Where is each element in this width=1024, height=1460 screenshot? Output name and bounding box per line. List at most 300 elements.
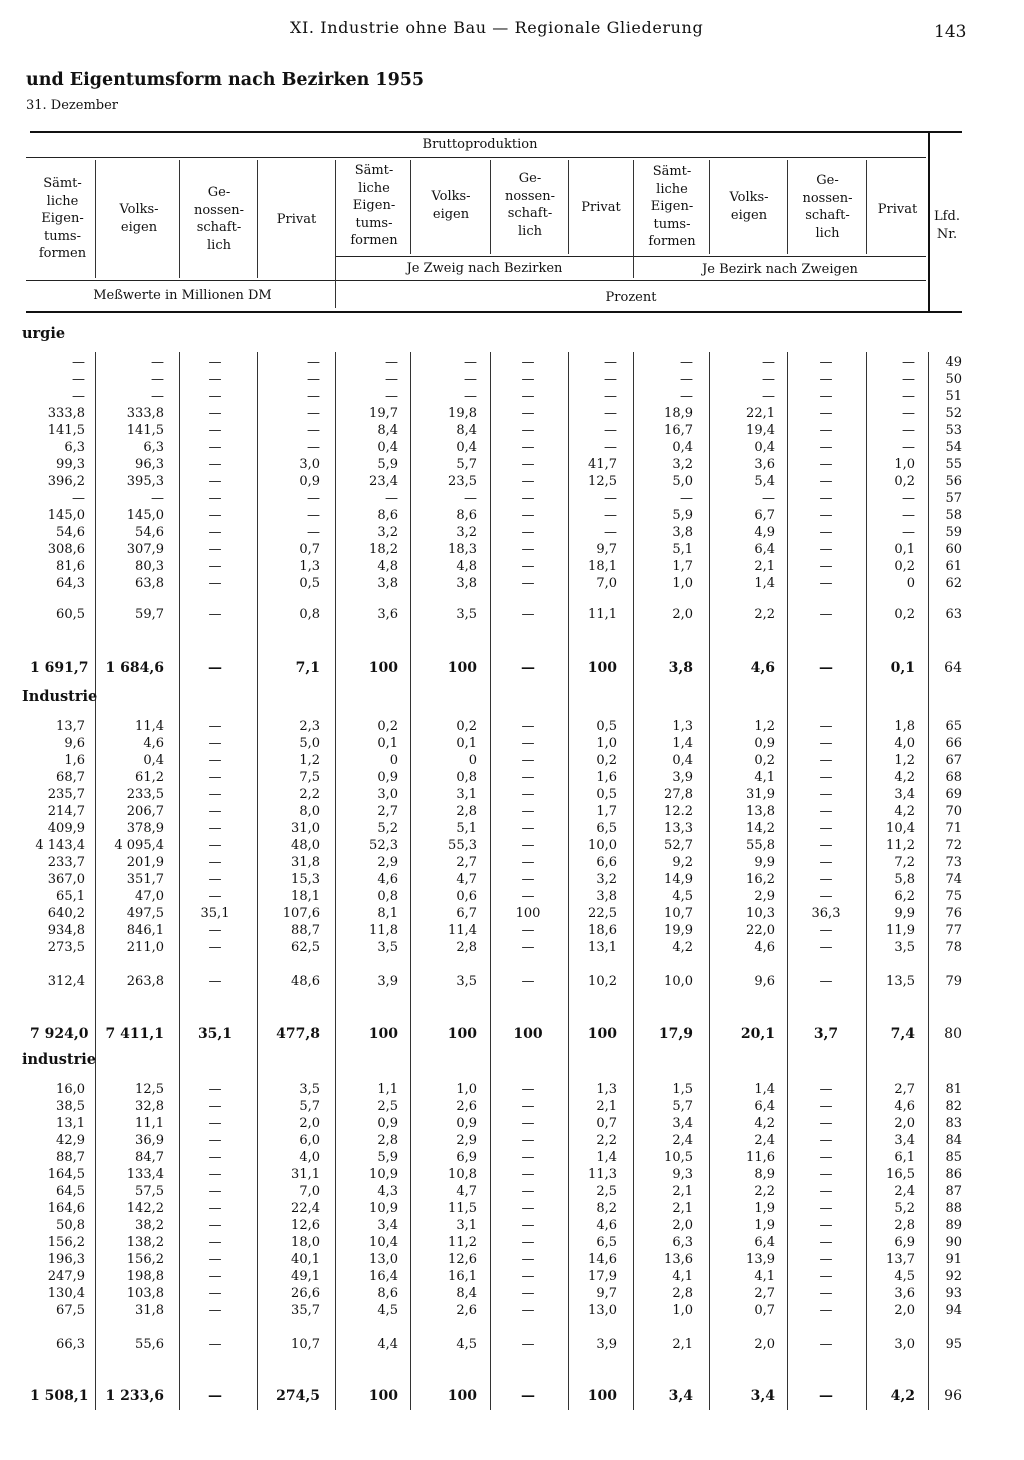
cell-genossen-bezirk: — bbox=[819, 1218, 833, 1233]
cell-saemtliche-dm: 156,2 bbox=[47, 1235, 85, 1250]
cell-saemtliche-bezirk: 2,1 bbox=[672, 1201, 693, 1216]
cell-privat-zweig: 17,9 bbox=[588, 1269, 617, 1284]
cell-volkseigen-bezirk: 6,4 bbox=[754, 542, 775, 557]
table-row-total bbox=[0, 1388, 1024, 1405]
cell-genossen-bezirk: — bbox=[819, 1388, 833, 1404]
cell-volkseigen-dm: 395,3 bbox=[126, 474, 164, 489]
cell-volkseigen-bezirk: 0,2 bbox=[754, 753, 775, 768]
cell-volkseigen-zweig: 2,9 bbox=[456, 1133, 477, 1148]
cell-privat-dm: 12,6 bbox=[291, 1218, 320, 1233]
cell-saemtliche-zweig: 8,6 bbox=[377, 508, 398, 523]
cell-privat-bezirk: 10,4 bbox=[886, 821, 915, 836]
cell-genossen-dm: — bbox=[208, 1082, 222, 1097]
cell-volkseigen-dm: 103,8 bbox=[126, 1286, 164, 1301]
table-row bbox=[0, 388, 1024, 405]
cell-volkseigen-dm: 11,1 bbox=[135, 1116, 164, 1131]
cell-privat-zweig: 0,5 bbox=[596, 787, 617, 802]
cell-volkseigen-dm: 47,0 bbox=[135, 889, 164, 904]
cell-saemtliche-dm: 66,3 bbox=[56, 1337, 85, 1352]
cell-saemtliche-dm: 88,7 bbox=[56, 1150, 85, 1165]
header-saemtliche-zweig: Sämt- liche Eigen- tums- formen bbox=[350, 163, 398, 248]
cell-genossen-dm: — bbox=[208, 1269, 222, 1284]
cell-genossen-bezirk: — bbox=[819, 1082, 833, 1097]
cell-privat-bezirk: — bbox=[902, 508, 915, 523]
cell-genossen-bezirk: — bbox=[819, 1303, 833, 1318]
cell-genossen-zweig: — bbox=[521, 406, 535, 421]
cell-saemtliche-bezirk: 6,3 bbox=[672, 1235, 693, 1250]
cell-saemtliche-dm: 38,5 bbox=[56, 1099, 85, 1114]
cell-saemtliche-zweig: 11,8 bbox=[369, 923, 398, 938]
cell-genossen-zweig: — bbox=[521, 1235, 535, 1250]
cell-privat-zweig: 22,5 bbox=[588, 906, 617, 921]
header-bottom-rule bbox=[26, 311, 962, 313]
cell-privat-zweig: — bbox=[604, 406, 617, 421]
cell-saemtliche-zweig: 13,0 bbox=[369, 1252, 398, 1267]
table-row bbox=[0, 354, 1024, 371]
cell-volkseigen-dm: 4,6 bbox=[143, 736, 164, 751]
cell-genossen-dm: — bbox=[208, 1201, 222, 1216]
header-genossen-zweig: Ge- nossen- schaft- lich bbox=[504, 171, 555, 239]
cell-volkseigen-zweig: 4,8 bbox=[456, 559, 477, 574]
header-privat-dm: Privat bbox=[276, 212, 317, 227]
cell-genossen-zweig: — bbox=[521, 787, 535, 802]
cell-saemtliche-zweig: 23,4 bbox=[369, 474, 398, 489]
cell-privat-dm: — bbox=[307, 406, 320, 421]
cell-volkseigen-dm: 307,9 bbox=[126, 542, 164, 557]
cell-saemtliche-dm: 64,3 bbox=[56, 576, 85, 591]
cell-saemtliche-dm: 7 924,0 bbox=[30, 1026, 89, 1042]
cell-genossen-dm: — bbox=[208, 838, 222, 853]
cell-genossen-bezirk: — bbox=[819, 440, 833, 455]
cell-genossen-zweig: — bbox=[521, 1201, 535, 1216]
cell-genossen-bezirk: — bbox=[819, 491, 833, 506]
cell-volkseigen-bezirk: 19,4 bbox=[746, 423, 775, 438]
table-row bbox=[0, 524, 1024, 541]
cell-privat-zweig: 0,7 bbox=[596, 1116, 617, 1131]
cell-genossen-dm: — bbox=[208, 559, 222, 574]
header-privat-bezirk: Privat bbox=[877, 202, 918, 217]
cell-privat-bezirk: 2,8 bbox=[894, 1218, 915, 1233]
cell-saemtliche-dm: 1 508,1 bbox=[30, 1388, 89, 1404]
cell-genossen-zweig: 100 bbox=[515, 906, 541, 921]
cell-privat-bezirk: — bbox=[902, 372, 915, 387]
cell-privat-dm: — bbox=[307, 508, 320, 523]
cell-lfd-nr: 84 bbox=[945, 1133, 962, 1148]
header-col-divider bbox=[179, 160, 180, 278]
cell-volkseigen-dm: 333,8 bbox=[126, 406, 164, 421]
cell-saemtliche-dm: 50,8 bbox=[56, 1218, 85, 1233]
cell-saemtliche-dm: 64,5 bbox=[56, 1184, 85, 1199]
cell-volkseigen-zweig: 11,4 bbox=[448, 923, 477, 938]
cell-saemtliche-zweig: — bbox=[385, 491, 398, 506]
cell-saemtliche-zweig: 8,6 bbox=[377, 1286, 398, 1301]
cell-privat-bezirk: 5,2 bbox=[894, 1201, 915, 1216]
cell-saemtliche-zweig: 8,4 bbox=[377, 423, 398, 438]
cell-genossen-dm: — bbox=[208, 753, 222, 768]
cell-saemtliche-dm: 65,1 bbox=[56, 889, 85, 904]
cell-genossen-zweig: — bbox=[521, 525, 535, 540]
cell-privat-zweig: 41,7 bbox=[588, 457, 617, 472]
cell-genossen-dm: — bbox=[208, 821, 222, 836]
cell-privat-zweig: 6,6 bbox=[596, 855, 617, 870]
cell-saemtliche-bezirk: 19,9 bbox=[664, 923, 693, 938]
cell-privat-zweig: 100 bbox=[587, 1026, 617, 1042]
cell-lfd-nr: 85 bbox=[945, 1150, 962, 1165]
cell-volkseigen-zweig: 4,5 bbox=[456, 1337, 477, 1352]
cell-privat-bezirk: — bbox=[902, 406, 915, 421]
cell-saemtliche-bezirk: 5,1 bbox=[672, 542, 693, 557]
cell-privat-bezirk: 13,5 bbox=[886, 974, 915, 989]
cell-privat-dm: 2,2 bbox=[299, 787, 320, 802]
cell-saemtliche-zweig: 0,1 bbox=[377, 736, 398, 751]
cell-lfd-nr: 86 bbox=[945, 1167, 962, 1182]
table-row bbox=[0, 541, 1024, 558]
cell-saemtliche-bezirk: 16,7 bbox=[664, 423, 693, 438]
cell-saemtliche-zweig: 100 bbox=[368, 1026, 398, 1042]
cell-privat-dm: 5,0 bbox=[299, 736, 320, 751]
cell-genossen-zweig: — bbox=[521, 1218, 535, 1233]
cell-privat-dm: 7,0 bbox=[299, 1184, 320, 1199]
cell-volkseigen-dm: 206,7 bbox=[126, 804, 164, 819]
cell-privat-bezirk: 0 bbox=[906, 576, 915, 591]
cell-volkseigen-zweig: 100 bbox=[447, 1026, 477, 1042]
table-row bbox=[0, 1183, 1024, 1200]
cell-genossen-dm: — bbox=[208, 1388, 222, 1404]
cell-saemtliche-dm: 308,6 bbox=[47, 542, 85, 557]
cell-privat-dm: 477,8 bbox=[276, 1026, 320, 1042]
cell-volkseigen-bezirk: 22,0 bbox=[746, 923, 775, 938]
table-row bbox=[0, 1081, 1024, 1098]
cell-volkseigen-bezirk: 2,9 bbox=[754, 889, 775, 904]
header-volkseigen-bezirk: Volks- eigen bbox=[729, 190, 769, 223]
cell-volkseigen-dm: 233,5 bbox=[126, 787, 164, 802]
cell-volkseigen-dm: 38,2 bbox=[135, 1218, 164, 1233]
cell-genossen-zweig: — bbox=[521, 719, 535, 734]
cell-volkseigen-dm: 145,0 bbox=[126, 508, 164, 523]
cell-lfd-nr: 76 bbox=[945, 906, 962, 921]
cell-genossen-zweig: — bbox=[521, 1150, 535, 1165]
cell-genossen-dm: — bbox=[208, 474, 222, 489]
cell-saemtliche-bezirk: 3,9 bbox=[672, 770, 693, 785]
cell-genossen-zweig: — bbox=[521, 576, 535, 591]
cell-genossen-bezirk: — bbox=[819, 423, 833, 438]
cell-genossen-bezirk: — bbox=[819, 1184, 833, 1199]
cell-saemtliche-bezirk: 2,4 bbox=[672, 1133, 693, 1148]
cell-privat-zweig: 2,5 bbox=[596, 1184, 617, 1199]
cell-saemtliche-bezirk: 14,9 bbox=[664, 872, 693, 887]
table-row bbox=[0, 1098, 1024, 1115]
cell-saemtliche-zweig: 3,4 bbox=[377, 1218, 398, 1233]
cell-lfd-nr: 92 bbox=[945, 1269, 962, 1284]
cell-volkseigen-zweig: 5,7 bbox=[456, 457, 477, 472]
cell-privat-bezirk: 4,2 bbox=[890, 1388, 915, 1404]
cell-privat-bezirk: — bbox=[902, 389, 915, 404]
cell-saemtliche-zweig: 100 bbox=[368, 1388, 398, 1404]
cell-lfd-nr: 68 bbox=[945, 770, 962, 785]
cell-genossen-bezirk: — bbox=[819, 406, 833, 421]
cell-genossen-zweig: — bbox=[521, 838, 535, 853]
cell-saemtliche-dm: 13,1 bbox=[56, 1116, 85, 1131]
header-col-divider bbox=[335, 160, 336, 308]
header-top-rule bbox=[30, 131, 962, 133]
cell-volkseigen-bezirk: 2,2 bbox=[754, 1184, 775, 1199]
cell-privat-dm: 10,7 bbox=[291, 1337, 320, 1352]
cell-volkseigen-dm: 54,6 bbox=[135, 525, 164, 540]
cell-genossen-zweig: — bbox=[521, 940, 535, 955]
cell-lfd-nr: 69 bbox=[945, 787, 962, 802]
cell-privat-bezirk: 3,6 bbox=[894, 1286, 915, 1301]
cell-genossen-zweig: — bbox=[521, 372, 535, 387]
cell-privat-dm: 48,6 bbox=[291, 974, 320, 989]
cell-lfd-nr: 96 bbox=[944, 1388, 962, 1404]
cell-genossen-dm: — bbox=[208, 1184, 222, 1199]
cell-privat-zweig: 1,4 bbox=[596, 1150, 617, 1165]
cell-saemtliche-bezirk: 9,3 bbox=[672, 1167, 693, 1182]
cell-privat-dm: 18,0 bbox=[291, 1235, 320, 1250]
cell-privat-dm: — bbox=[307, 440, 320, 455]
section-label: urgie bbox=[22, 325, 66, 342]
cell-lfd-nr: 62 bbox=[945, 576, 962, 591]
table-row-total bbox=[0, 660, 1024, 677]
cell-privat-bezirk: — bbox=[902, 440, 915, 455]
cell-genossen-bezirk: — bbox=[819, 474, 833, 489]
cell-privat-bezirk: 7,2 bbox=[894, 855, 915, 870]
table-row bbox=[0, 1200, 1024, 1217]
cell-lfd-nr: 90 bbox=[945, 1235, 962, 1250]
header-col-divider bbox=[709, 160, 710, 254]
cell-genossen-zweig: — bbox=[521, 804, 535, 819]
cell-volkseigen-dm: — bbox=[151, 389, 164, 404]
cell-genossen-dm: — bbox=[208, 457, 222, 472]
cell-volkseigen-dm: 138,2 bbox=[126, 1235, 164, 1250]
table-row bbox=[0, 1234, 1024, 1251]
cell-saemtliche-bezirk: 3,4 bbox=[672, 1116, 693, 1131]
cell-genossen-dm: — bbox=[208, 440, 222, 455]
cell-genossen-zweig: — bbox=[521, 660, 535, 676]
cell-genossen-bezirk: — bbox=[819, 1252, 833, 1267]
cell-lfd-nr: 57 bbox=[945, 491, 962, 506]
cell-saemtliche-zweig: 1,1 bbox=[377, 1082, 398, 1097]
cell-genossen-zweig: — bbox=[521, 753, 535, 768]
cell-lfd-nr: 53 bbox=[945, 423, 962, 438]
cell-saemtliche-dm: 233,7 bbox=[47, 855, 85, 870]
cell-volkseigen-bezirk: — bbox=[762, 491, 775, 506]
cell-volkseigen-dm: 59,7 bbox=[135, 607, 164, 622]
page-title: und Eigentumsform nach Bezirken 1955 bbox=[26, 70, 425, 90]
header-genossen-dm: Ge- nossen- schaft- lich bbox=[193, 185, 244, 253]
cell-volkseigen-dm: 4 095,4 bbox=[114, 838, 164, 853]
cell-genossen-dm: — bbox=[208, 372, 222, 387]
cell-saemtliche-dm: 99,3 bbox=[56, 457, 85, 472]
cell-saemtliche-dm: 333,8 bbox=[47, 406, 85, 421]
table-row bbox=[0, 1302, 1024, 1319]
cell-privat-dm: 6,0 bbox=[299, 1133, 320, 1148]
cell-saemtliche-dm: 141,5 bbox=[47, 423, 85, 438]
cell-genossen-dm: — bbox=[208, 736, 222, 751]
table-row bbox=[0, 1268, 1024, 1285]
cell-genossen-zweig: — bbox=[521, 559, 535, 574]
header-privat-zweig: Privat bbox=[581, 200, 621, 215]
cell-genossen-dm: — bbox=[208, 1252, 222, 1267]
cell-genossen-zweig: — bbox=[521, 542, 535, 557]
cell-lfd-nr: 71 bbox=[945, 821, 962, 836]
cell-saemtliche-zweig: 3,0 bbox=[377, 787, 398, 802]
cell-privat-bezirk: 16,5 bbox=[886, 1167, 915, 1182]
cell-volkseigen-bezirk: 8,9 bbox=[754, 1167, 775, 1182]
cell-privat-zweig: — bbox=[604, 355, 617, 370]
running-header: XI. Industrie ohne Bau — Regionale Gliederung bbox=[290, 18, 704, 37]
cell-saemtliche-dm: 235,7 bbox=[47, 787, 85, 802]
cell-volkseigen-zweig: 23,5 bbox=[448, 474, 477, 489]
cell-privat-bezirk: 9,9 bbox=[894, 906, 915, 921]
header-col-divider bbox=[787, 160, 788, 254]
cell-saemtliche-dm: 13,7 bbox=[56, 719, 85, 734]
cell-volkseigen-dm: 1 684,6 bbox=[105, 660, 164, 676]
cell-privat-bezirk: 0,1 bbox=[890, 660, 915, 676]
table-row bbox=[0, 820, 1024, 837]
cell-saemtliche-dm: 640,2 bbox=[47, 906, 85, 921]
cell-saemtliche-bezirk: 9,2 bbox=[672, 855, 693, 870]
cell-genossen-zweig: — bbox=[521, 1337, 535, 1352]
cell-volkseigen-dm: 497,5 bbox=[126, 906, 164, 921]
cell-volkseigen-bezirk: — bbox=[762, 389, 775, 404]
cell-privat-bezirk: 0,2 bbox=[894, 559, 915, 574]
header-col-divider bbox=[410, 160, 411, 254]
cell-saemtliche-dm: 409,9 bbox=[47, 821, 85, 836]
header-col-divider bbox=[95, 160, 96, 278]
table-row bbox=[0, 769, 1024, 786]
cell-genossen-bezirk: — bbox=[819, 855, 833, 870]
cell-lfd-nr: 66 bbox=[945, 736, 962, 751]
cell-volkseigen-bezirk: 3,4 bbox=[750, 1388, 775, 1404]
cell-volkseigen-bezirk: 22,1 bbox=[746, 406, 775, 421]
cell-volkseigen-bezirk: 1,9 bbox=[754, 1218, 775, 1233]
cell-genossen-dm: — bbox=[208, 355, 222, 370]
cell-saemtliche-bezirk: — bbox=[680, 372, 693, 387]
header-volkseigen-dm: Volks- eigen bbox=[119, 202, 159, 235]
cell-privat-bezirk: 0,1 bbox=[894, 542, 915, 557]
cell-volkseigen-zweig: 16,1 bbox=[448, 1269, 477, 1284]
cell-genossen-bezirk: — bbox=[819, 821, 833, 836]
cell-saemtliche-zweig: 5,2 bbox=[377, 821, 398, 836]
cell-volkseigen-bezirk: 10,3 bbox=[746, 906, 775, 921]
header-genossen-bezirk: Ge- nossen- schaft- lich bbox=[802, 173, 853, 241]
cell-saemtliche-zweig: 2,5 bbox=[377, 1099, 398, 1114]
cell-genossen-bezirk: — bbox=[819, 923, 833, 938]
cell-saemtliche-bezirk: — bbox=[680, 389, 693, 404]
cell-volkseigen-dm: 12,5 bbox=[135, 1082, 164, 1097]
header-volkseigen-zweig: Volks- eigen bbox=[431, 189, 471, 222]
header-je-bezirk: Je Bezirk nach Zweigen bbox=[702, 262, 858, 277]
cell-saemtliche-bezirk: 5,0 bbox=[672, 474, 693, 489]
cell-lfd-nr: 93 bbox=[945, 1286, 962, 1301]
cell-genossen-dm: — bbox=[208, 491, 222, 506]
cell-saemtliche-zweig: 3,6 bbox=[377, 607, 398, 622]
header-bruttoproduktion: Bruttoproduktion bbox=[422, 137, 538, 152]
cell-saemtliche-zweig: 4,8 bbox=[377, 559, 398, 574]
cell-privat-dm: 88,7 bbox=[291, 923, 320, 938]
cell-volkseigen-bezirk: 9,9 bbox=[754, 855, 775, 870]
cell-volkseigen-dm: — bbox=[151, 372, 164, 387]
cell-privat-dm: 1,3 bbox=[299, 559, 320, 574]
cell-volkseigen-bezirk: 2,2 bbox=[754, 607, 775, 622]
cell-lfd-nr: 50 bbox=[945, 372, 962, 387]
cell-genossen-dm: — bbox=[208, 872, 222, 887]
cell-saemtliche-zweig: 3,5 bbox=[377, 940, 398, 955]
cell-saemtliche-bezirk: 3,4 bbox=[668, 1388, 693, 1404]
table-row bbox=[0, 558, 1024, 575]
cell-volkseigen-bezirk: 2,7 bbox=[754, 1286, 775, 1301]
cell-volkseigen-bezirk: 1,2 bbox=[754, 719, 775, 734]
cell-privat-zweig: 6,5 bbox=[596, 821, 617, 836]
header-je-zweig: Je Zweig nach Bezirken bbox=[406, 261, 563, 276]
cell-volkseigen-bezirk: 9,6 bbox=[754, 974, 775, 989]
cell-volkseigen-bezirk: 4,6 bbox=[754, 940, 775, 955]
cell-genossen-dm: — bbox=[208, 607, 222, 622]
header-rule-je bbox=[336, 256, 926, 257]
cell-saemtliche-dm: — bbox=[72, 491, 85, 506]
cell-privat-dm: 0,9 bbox=[299, 474, 320, 489]
cell-saemtliche-zweig: 52,3 bbox=[369, 838, 398, 853]
cell-genossen-zweig: — bbox=[521, 1184, 535, 1199]
cell-genossen-bezirk: — bbox=[819, 787, 833, 802]
cell-volkseigen-dm: 7 411,1 bbox=[105, 1026, 164, 1042]
cell-privat-zweig: 0,5 bbox=[596, 719, 617, 734]
cell-privat-dm: 49,1 bbox=[291, 1269, 320, 1284]
cell-volkseigen-zweig: 0,4 bbox=[456, 440, 477, 455]
cell-saemtliche-dm: 214,7 bbox=[47, 804, 85, 819]
cell-privat-bezirk: — bbox=[902, 423, 915, 438]
cell-volkseigen-bezirk: 4,1 bbox=[754, 1269, 775, 1284]
cell-genossen-bezirk: 36,3 bbox=[811, 906, 841, 921]
cell-volkseigen-zweig: — bbox=[464, 372, 477, 387]
cell-privat-dm: — bbox=[307, 491, 320, 506]
cell-saemtliche-bezirk: 3,8 bbox=[672, 525, 693, 540]
cell-genossen-zweig: — bbox=[521, 389, 535, 404]
header-col-divider bbox=[490, 160, 491, 254]
cell-saemtliche-bezirk: — bbox=[680, 491, 693, 506]
cell-genossen-zweig: 100 bbox=[513, 1026, 543, 1042]
cell-privat-dm: — bbox=[307, 525, 320, 540]
cell-volkseigen-dm: 378,9 bbox=[126, 821, 164, 836]
cell-volkseigen-zweig: 11,2 bbox=[448, 1235, 477, 1250]
table-row bbox=[0, 606, 1024, 623]
table-row bbox=[0, 1166, 1024, 1183]
cell-lfd-nr: 64 bbox=[944, 660, 962, 676]
cell-volkseigen-dm: 1 233,6 bbox=[105, 1388, 164, 1404]
cell-genossen-dm: — bbox=[208, 1116, 222, 1131]
cell-genossen-zweig: — bbox=[521, 457, 535, 472]
cell-genossen-zweig: — bbox=[521, 821, 535, 836]
cell-privat-bezirk: 0,2 bbox=[894, 607, 915, 622]
cell-genossen-bezirk: — bbox=[819, 1116, 833, 1131]
cell-genossen-dm: — bbox=[208, 1167, 222, 1182]
cell-saemtliche-zweig: 0,4 bbox=[377, 440, 398, 455]
cell-saemtliche-bezirk: 13,6 bbox=[664, 1252, 693, 1267]
cell-volkseigen-bezirk: 11,6 bbox=[746, 1150, 775, 1165]
cell-saemtliche-dm: 164,5 bbox=[47, 1167, 85, 1182]
cell-privat-dm: 31,0 bbox=[291, 821, 320, 836]
cell-volkseigen-dm: 63,8 bbox=[135, 576, 164, 591]
cell-volkseigen-dm: 263,8 bbox=[126, 974, 164, 989]
cell-genossen-dm: — bbox=[208, 1099, 222, 1114]
table-row bbox=[0, 718, 1024, 735]
cell-privat-zweig: 11,1 bbox=[588, 607, 617, 622]
cell-lfd-nr: 67 bbox=[945, 753, 962, 768]
cell-genossen-dm: — bbox=[208, 1337, 222, 1352]
cell-volkseigen-zweig: — bbox=[464, 491, 477, 506]
cell-lfd-nr: 51 bbox=[945, 389, 962, 404]
